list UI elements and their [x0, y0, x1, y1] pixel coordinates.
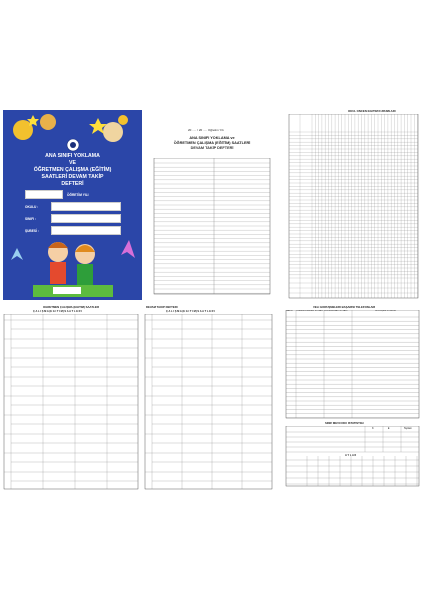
sheet4-months-label: A Y L A R: [345, 454, 357, 457]
sheet2-table: [3, 314, 139, 490]
class-row: [25, 214, 121, 223]
sheet4-col-date: TARİH: [286, 310, 293, 312]
form1-title3: DEVAM TAKİP DEFTERİ: [190, 146, 234, 150]
cover-title-line2: VE: [69, 160, 76, 166]
school-box: [51, 202, 121, 211]
year-box: [25, 190, 63, 199]
sheet4-table: [285, 310, 420, 420]
form1-title1: ANA SINIFI YOKLAMA ve: [189, 136, 235, 140]
sheet4-col-topic: GÖRÜŞME KONUSU: [374, 310, 397, 312]
sheet4-stats-table: [285, 426, 420, 488]
form1-title2: ÖĞRETMEN ÇALIŞMA (EĞİTİM) SAATLERİ: [173, 141, 251, 145]
form1-lines: [152, 158, 272, 298]
attendance-grid-sheet: [288, 110, 419, 300]
stats-e-label: E: [387, 427, 390, 430]
school-label: OKULU :: [25, 204, 39, 209]
sheet4-stats-title: SINIF MEVCUDU İSTATİSTİĞİ: [325, 422, 364, 425]
year-row: [25, 190, 121, 199]
year-label: ÖĞRETİM YILI: [67, 192, 89, 197]
form1-header: 20 ..... / 20 ..... Öğretim Yılı: [188, 129, 224, 132]
sheet4-title: VELİ GÖRÜŞMELERİ BAŞARISI TELEFONLARI: [313, 306, 376, 309]
form1-title: [152, 136, 272, 151]
cover-page: [3, 110, 142, 300]
cover-title: [11, 153, 134, 188]
sheet3-title: DEVAM TAKİP DEFTERİ: [146, 306, 178, 309]
grid1-title: OKUL ÖNCESİ EĞİTİM KURUMLARI: [348, 110, 396, 113]
sheet3-table: [144, 314, 273, 490]
class-label: SINIFI :: [25, 216, 36, 221]
cover-title-line4: SAATLERİ DEVAM TAKİP: [41, 174, 104, 180]
class-box: [51, 214, 121, 223]
parent-meetings-sheet: [285, 306, 420, 490]
stats-t-label: Toplam: [403, 427, 412, 430]
sheet4-col-parent: VELİSİNİN ADI SOYADI: [324, 310, 348, 312]
branch-label: ŞUBESİ :: [25, 228, 39, 233]
sheet2-title: ÖĞRETMEN ÇALIŞMA (EĞİTİM) SAATLERİ: [43, 306, 100, 309]
school-row: [25, 202, 121, 211]
cover-title-line3: ÖĞRETMEN ÇALIŞMA (EĞİTİM): [33, 167, 112, 173]
grid1-table: [288, 114, 419, 299]
attendance-tracking-sheet: [144, 306, 273, 490]
sheet4-col-student: ÖĞRENCİNİN ADI SOYADI: [296, 310, 323, 312]
sheet3-subtitle: Ç A L I Ş M A (E Ğ İ T İ M) S A A T L E R İ: [166, 310, 215, 313]
teacher-hours-sheet: [3, 306, 139, 490]
cover-title-line5: DEFTERİ: [61, 181, 84, 187]
attendance-form-sheet: [152, 128, 272, 298]
cover-illustration-children: [3, 230, 142, 300]
cover-title-line1: ANA SINIFI YOKLAMA: [45, 153, 100, 159]
emblem-icon: [66, 138, 80, 152]
sheet2-subtitle: Ç A L I Ş M A (E Ğ İ T İ M) S A A T L E R İ: [33, 310, 82, 313]
stats-k-label: K: [372, 427, 374, 430]
